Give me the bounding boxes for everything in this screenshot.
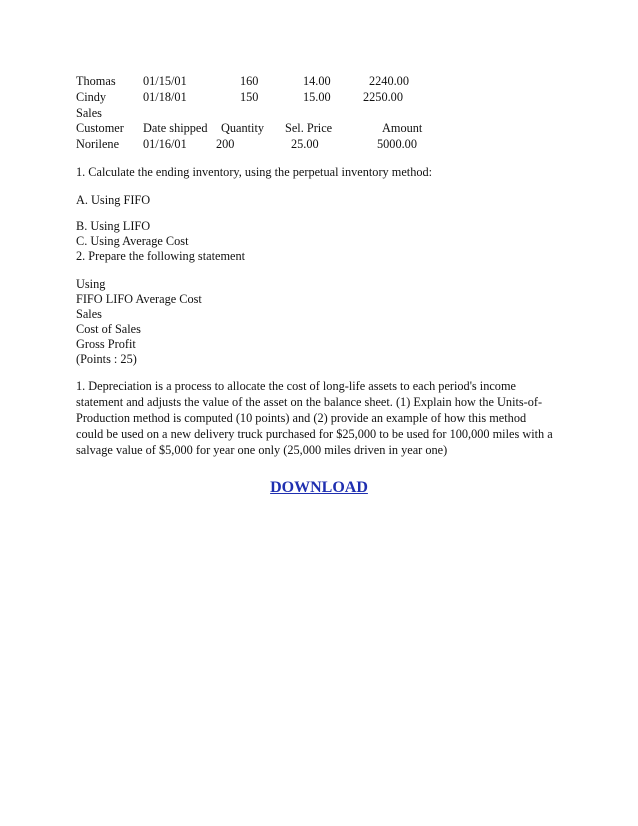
header-quantity: Quantity [221, 121, 265, 135]
option-c: C. Using Average Cost [76, 234, 189, 248]
row-date: 01/15/01 [143, 74, 187, 88]
statement-gross-profit: Gross Profit [76, 337, 136, 351]
row-quantity: 160 [240, 74, 259, 88]
row-amount: 2240.00 [369, 74, 409, 88]
statement-columns: FIFO LIFO Average Cost [76, 292, 202, 306]
sales-heading: Sales [76, 106, 102, 120]
statement-using: Using [76, 277, 106, 291]
paragraph-line: 1. Depreciation is a process to allocate the cost of long-life assets to each period's income [76, 379, 516, 393]
statement-points: (Points : 25) [76, 352, 137, 366]
paragraph-line: Production method is computed (10 points) and (2) provide an example of how this method [76, 411, 527, 425]
row-amount: 2250.00 [363, 90, 403, 104]
row-date: 01/18/01 [143, 90, 187, 104]
header-amount: Amount [382, 121, 423, 135]
row-name: Cindy [76, 90, 107, 104]
paragraph-line: could be used on a new delivery truck purchased for $25,000 to be used for 100,000 miles with a [76, 427, 553, 441]
statement-sales: Sales [76, 307, 102, 321]
download-link[interactable]: DOWNLOAD [270, 479, 368, 496]
statement-cost-of-sales: Cost of Sales [76, 322, 141, 336]
depreciation-question [76, 378, 553, 458]
question-2: 2. Prepare the following statement [76, 249, 246, 263]
row-date: 01/16/01 [143, 137, 187, 151]
header-date-shipped: Date shipped [143, 121, 208, 135]
row-customer: Norilene [76, 137, 120, 151]
header-customer: Customer [76, 121, 124, 135]
row-name: Thomas [76, 74, 116, 88]
question-1: 1. Calculate the ending inventory, using the perpetual inventory method: [76, 165, 433, 179]
row-amount: 5000.00 [377, 137, 417, 151]
paragraph-line: statement and adjusts the value of the asset on the balance sheet. (1) Explain how the Units-of- [76, 395, 543, 409]
row-price: 25.00 [291, 137, 319, 151]
row-quantity: 150 [240, 90, 259, 104]
row-quantity: 200 [216, 137, 235, 151]
row-price: 14.00 [303, 74, 331, 88]
row-price: 15.00 [303, 90, 331, 104]
paragraph-line: salvage value of $5,000 for year one only (25,000 miles driven in year one) [76, 443, 448, 457]
option-b: B. Using LIFO [76, 219, 151, 233]
option-a: A. Using FIFO [76, 193, 151, 207]
header-sel-price: Sel. Price [285, 121, 333, 135]
